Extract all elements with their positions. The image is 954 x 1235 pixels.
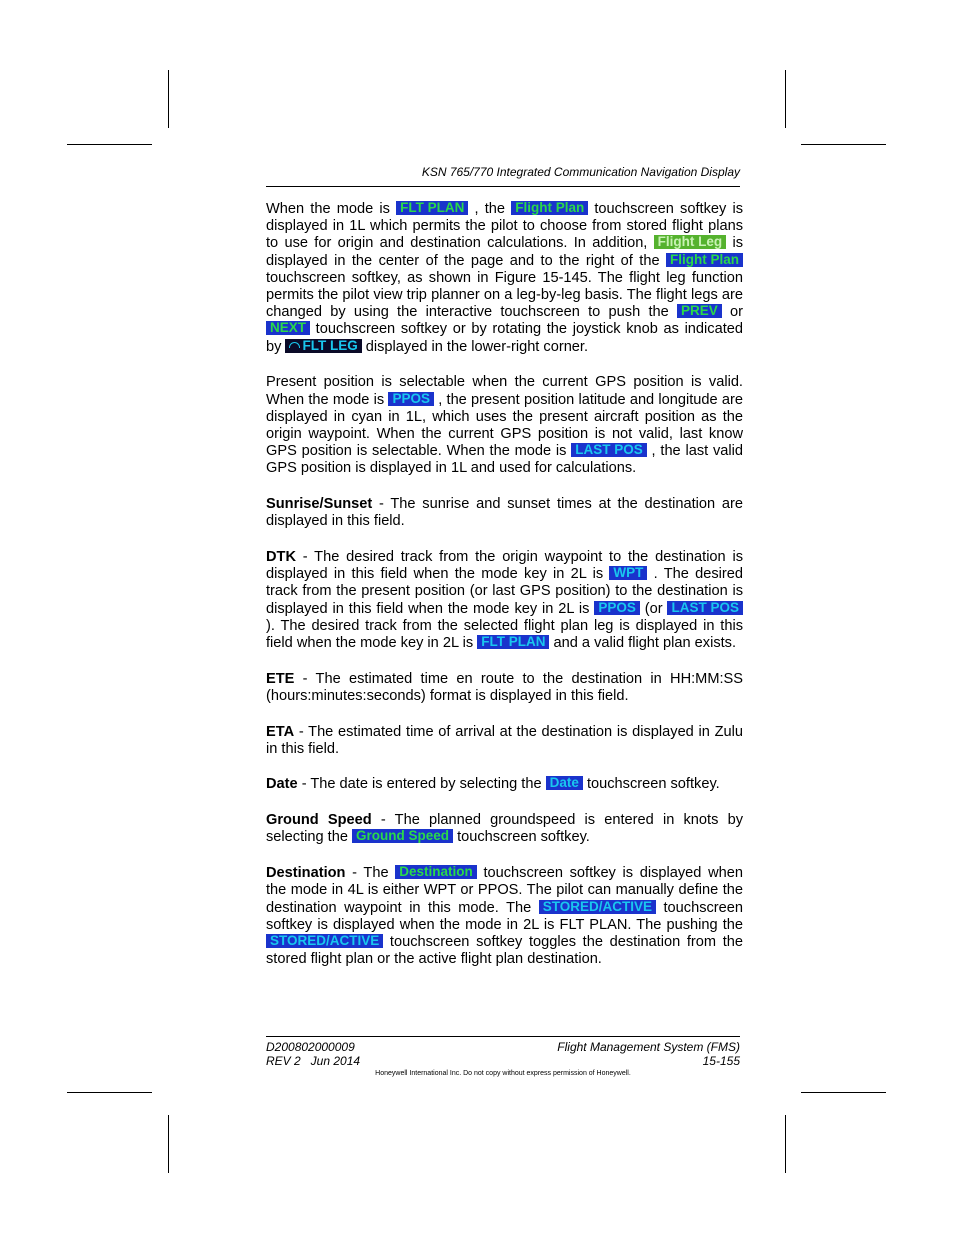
wpt-softkey: WPT [609, 566, 647, 580]
footer-right [520, 1040, 740, 1068]
crop-mark [785, 1115, 786, 1173]
flight-plan-softkey: Flight Plan [511, 201, 588, 215]
crop-mark [168, 1115, 169, 1173]
page-number: 15-155 [702, 1054, 740, 1068]
crop-mark [67, 1092, 152, 1093]
copyright-notice: Honeywell International Inc. Do not copy without express permission of Honeywell. [375, 1070, 631, 1077]
stored-active-softkey: STORED/ACTIVE [266, 934, 383, 948]
term-destination: Destination [266, 865, 346, 882]
term-date: Date [266, 776, 298, 793]
section-title: Flight Management System (FMS) [557, 1040, 740, 1054]
prev-softkey: PREV [677, 304, 722, 318]
paragraph-eta: ETA - The estimated time of arrival at the destination is displayed in Zulu in this field. [266, 723, 743, 757]
paragraph-dtk: DTK - The desired track from the origin waypoint to the destination is displayed in this field when the mode key in 2L is WPT . The desired track from the present position (or last GPS position) to the destination is displayed in this field when the mode key in 2L is PPOS (or LAST POS ). The desired track from the selected flight plan leg is displayed in this field when the mode key in 2L is FLT PLAN and a valid flight plan exists. [266, 548, 743, 651]
paragraph-ground-speed: Ground Speed - The planned groundspeed is entered in knots by selecting the Ground Speed touchscreen softkey. [266, 812, 743, 846]
revision: REV 2 Jun 2014 [266, 1054, 361, 1068]
running-header: KSN 765/770 Integrated Communication Navigation Display [421, 165, 740, 179]
flt-plan-softkey: FLT PLAN [396, 201, 468, 215]
paragraph-present-position: Present position is selectable when the current GPS position is valid. When the mode is PPOS , the present position latitude and longitude are displayed in cyan in 1L, which uses the present aircraft position as the origin waypoint. When the current GPS position is not valid, last know GPS position is selectable. When the mode is LAST POS , the last valid GPS position is displayed in 1L and used for calculations. [266, 374, 743, 477]
stored-active-softkey: STORED/ACTIVE [539, 900, 656, 914]
flt-leg-indicator: FLT LEG [285, 339, 361, 353]
flight-plan-softkey: Flight Plan [666, 253, 743, 267]
term-sunrise-sunset: Sunrise/Sunset [266, 496, 373, 513]
header-rule [266, 186, 740, 187]
flight-leg-label: Flight Leg [654, 235, 727, 249]
crop-mark [785, 70, 786, 128]
last-pos-softkey: LAST POS [667, 601, 743, 615]
doc-number: D200802000009 [266, 1040, 355, 1054]
term-eta: ETA [266, 723, 295, 740]
last-pos-softkey: LAST POS [571, 443, 647, 457]
crop-mark [801, 1092, 886, 1093]
ppos-softkey: PPOS [388, 392, 434, 406]
footer-rule [266, 1036, 740, 1037]
term-ete: ETE [266, 670, 295, 687]
paragraph-destination: Destination - The Destination touchscreen softkey is displayed when the mode in 4L is either WPT or PPOS. The pilot can manually define the destination waypoint in this mode. The STORED/ACTIVE touchscreen softkey is displayed when the mode in 2L is FLT PLAN. The pushing the STORED/ACTIVE touchscreen softkey toggles the destination from the stored flight plan or the active flight plan destination. [266, 864, 744, 968]
knob-rotate-icon [289, 342, 300, 348]
ppos-softkey: PPOS [594, 601, 640, 615]
ground-speed-softkey: Ground Speed [352, 829, 453, 843]
crop-mark [67, 144, 152, 145]
date-softkey: Date [546, 776, 583, 790]
crop-mark [801, 144, 886, 145]
paragraph-flight-plan: When the mode is FLT PLAN , the Flight Plan touchscreen softkey is displayed in 1L which permits the pilot to choose from stored flight plans to use for origin and destination calculations. In addition, Flight Leg is displayed in the center of the page and to the right of the Flight Plan touchscreen softkey, as shown in Figure 15-145. The flight leg function permits the pilot view trip planner on a leg-by-leg basis. The flight legs are changed by using the interactive touchscreen to push the PREV or NEXT touchscreen softkey or by rotating the joystick knob as indicated by FLT LEG displayed in the lower-right corner. [266, 200, 744, 355]
paragraph-ete: ETE - The estimated time en route to the destination in HH:MM:SS (hours:minutes:seconds) format is displayed in this field. [266, 670, 743, 704]
body-text [266, 201, 743, 987]
crop-mark [168, 70, 169, 128]
flt-plan-softkey: FLT PLAN [477, 635, 549, 649]
next-softkey: NEXT [266, 321, 310, 335]
paragraph-sunrise-sunset: Sunrise/Sunset - The sunrise and sunset times at the destination are displayed in this field. [266, 496, 743, 530]
term-ground-speed: Ground Speed [266, 812, 372, 829]
destination-softkey: Destination [395, 865, 477, 879]
term-dtk: DTK [266, 548, 296, 565]
paragraph-date: Date - The date is entered by selecting the Date touchscreen softkey. [266, 775, 720, 793]
footer-left [266, 1040, 360, 1068]
